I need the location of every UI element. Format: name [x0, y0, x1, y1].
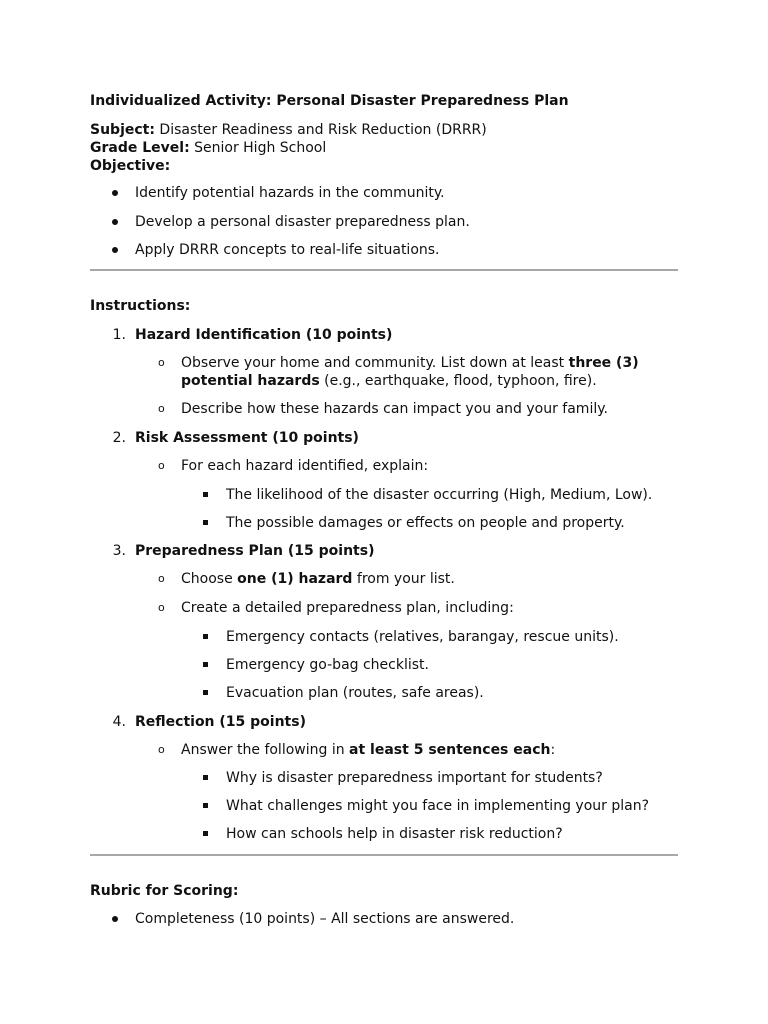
- circle-bullet-icon: o: [158, 743, 165, 756]
- objective-heading: Objective:: [90, 158, 171, 174]
- square-bullet-icon: [203, 831, 208, 836]
- objective-item: Develop a personal disaster preparedness plan.: [135, 214, 470, 230]
- list-item: How can schools help in disaster risk reduction?: [226, 826, 563, 842]
- section-title: Reflection (15 points): [135, 714, 306, 730]
- bullet-dot-icon: [112, 916, 118, 922]
- circle-bullet-icon: o: [158, 601, 165, 614]
- section-number: 2.: [112, 430, 126, 446]
- circle-bullet-icon: o: [158, 572, 165, 585]
- square-bullet-icon: [203, 520, 208, 525]
- section-number: 3.: [112, 543, 126, 559]
- bullet-dot-icon: [112, 247, 118, 253]
- list-item: Observe your home and community. List down at least three (3): [181, 355, 639, 371]
- grade-level-line: Grade Level: Senior High School: [90, 140, 327, 156]
- divider: [90, 854, 678, 856]
- section-title: Hazard Identification (10 points): [135, 327, 393, 343]
- bullet-dot-icon: [112, 190, 118, 196]
- list-item: Emergency contacts (relatives, barangay, rescue units).: [226, 629, 619, 645]
- rubric-heading: Rubric for Scoring:: [90, 883, 239, 899]
- square-bullet-icon: [203, 634, 208, 639]
- square-bullet-icon: [203, 775, 208, 780]
- circle-bullet-icon: o: [158, 356, 165, 369]
- divider: [90, 269, 678, 271]
- section-number: 1.: [112, 327, 126, 343]
- list-item: Create a detailed preparedness plan, including:: [181, 600, 514, 616]
- subject-line: Subject: Disaster Readiness and Risk Reduction (DRRR): [90, 122, 487, 138]
- list-item: Evacuation plan (routes, safe areas).: [226, 685, 484, 701]
- list-item: Answer the following in at least 5 sentences each:: [181, 742, 556, 758]
- section-title: Risk Assessment (10 points): [135, 430, 359, 446]
- list-item: Emergency go-bag checklist.: [226, 657, 429, 673]
- section-title: Preparedness Plan (15 points): [135, 543, 375, 559]
- list-item: For each hazard identified, explain:: [181, 458, 429, 474]
- list-item: The possible damages or effects on people and property.: [226, 515, 625, 531]
- rubric-item: Completeness (10 points) – All sections are answered.: [135, 911, 515, 927]
- circle-bullet-icon: o: [158, 402, 165, 415]
- list-item: What challenges might you face in implementing your plan?: [226, 798, 649, 814]
- circle-bullet-icon: o: [158, 459, 165, 472]
- section-number: 4.: [112, 714, 126, 730]
- instructions-heading: Instructions:: [90, 298, 191, 314]
- bullet-dot-icon: [112, 219, 118, 225]
- square-bullet-icon: [203, 662, 208, 667]
- list-item: Describe how these hazards can impact you and your family.: [181, 401, 608, 417]
- list-item: Choose one (1) hazard from your list.: [181, 571, 455, 587]
- list-item: The likelihood of the disaster occurring (High, Medium, Low).: [226, 487, 653, 503]
- list-item: Why is disaster preparedness important for students?: [226, 770, 603, 786]
- objective-item: Identify potential hazards in the community.: [135, 185, 445, 201]
- objective-item: Apply DRRR concepts to real-life situations.: [135, 242, 440, 258]
- list-item-continuation: potential hazards (e.g., earthquake, flood, typhoon, fire).: [181, 373, 597, 389]
- square-bullet-icon: [203, 803, 208, 808]
- document-title: Individualized Activity: Personal Disaster Preparedness Plan: [90, 93, 569, 109]
- square-bullet-icon: [203, 492, 208, 497]
- square-bullet-icon: [203, 690, 208, 695]
